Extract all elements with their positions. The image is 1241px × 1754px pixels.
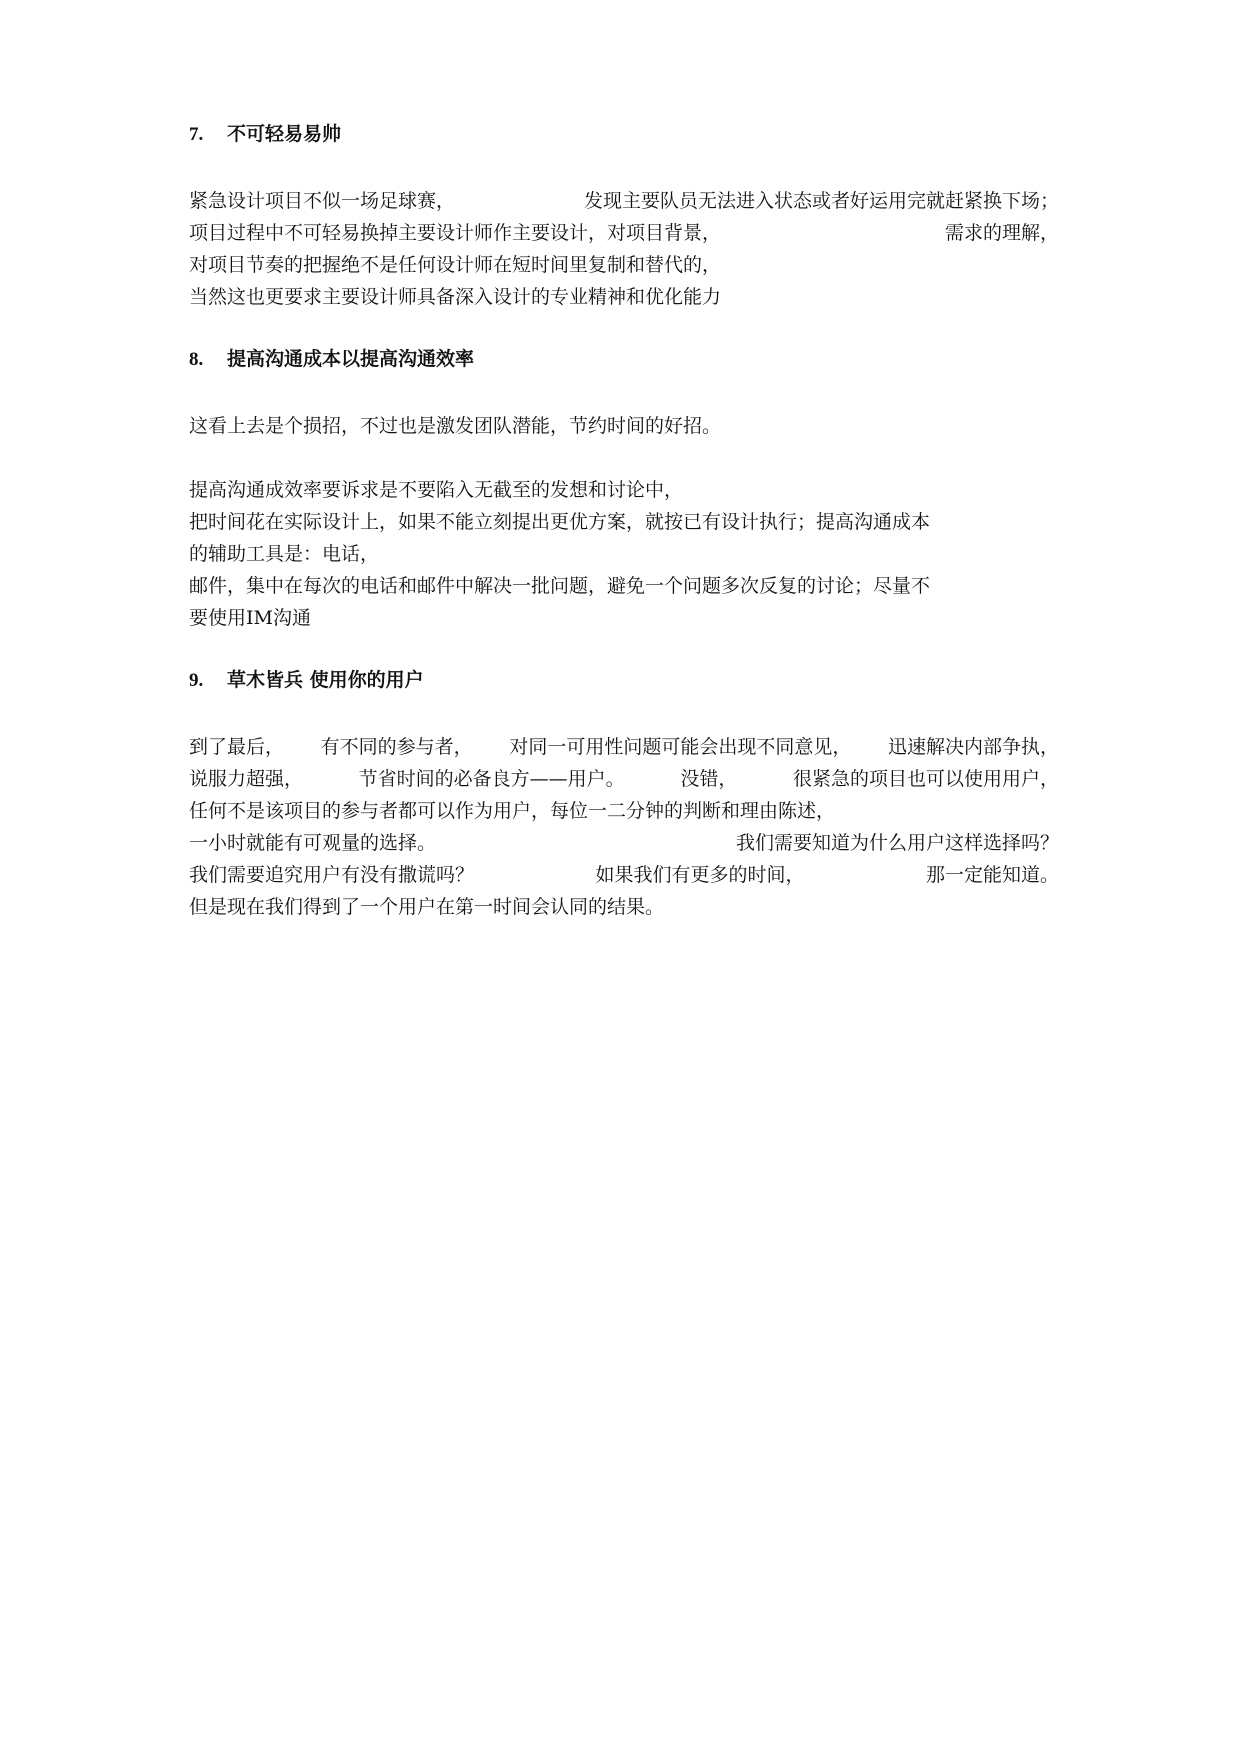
text-line [189,249,1059,281]
text-segment: 对同一可用性问题可能会出现不同意见， [509,736,852,758]
text-segment: 节省时间的必备良方——用户。 [358,768,625,790]
text-line [189,795,1059,827]
text-segment: 有不同的参与者， [320,736,473,758]
paragraph [189,185,1059,313]
section-number: 8. [189,349,204,370]
text-segment: 任何不是该项目的参与者都可以作为用户，每位一二分钟的判断和理由陈述， [189,800,836,822]
section-title: 草木皆兵 使用你的用户 [227,669,424,691]
text-line [189,410,1059,442]
text-segment: 如果我们有更多的时间， [595,864,805,886]
section-heading [189,118,1059,150]
section-title: 提高沟通成本以提高沟通效率 [227,348,475,370]
text-segment: 当然这也更要求主要设计师具备深入设计的专业精神和优化能力 [189,286,722,308]
text-line [189,859,1059,891]
text-segment: 但是现在我们得到了一个用户在第一时间会认同的结果。 [189,896,665,918]
text-segment: 到了最后， [189,736,285,758]
text-segment: 发现主要队员无法进入状态或者好运用完就赶紧换下场； [583,190,1059,212]
section-9 [189,664,1059,923]
document-page [189,118,1059,923]
text-line [189,763,1059,795]
paragraph [189,474,1059,634]
text-segment: 迅速解决内部争执， [887,736,1059,758]
section-7 [189,118,1059,313]
section-number: 7. [189,124,204,145]
section-heading [189,343,1059,375]
text-segment: 要使用IM沟通 [189,607,311,629]
text-line [189,185,1059,217]
paragraph [189,410,1059,442]
text-segment: 对项目节奏的把握绝不是任何设计师在短时间里复制和替代的， [189,254,722,276]
text-line [189,281,1059,313]
text-line [189,602,1059,634]
section-number: 9. [189,670,204,691]
text-line [189,891,1059,923]
text-segment: 项目过程中不可轻易换掉主要设计师作主要设计，对项目背景， [189,222,722,244]
text-segment: 说服力超强， [189,768,304,790]
text-line [189,570,1059,602]
text-line [189,827,1059,859]
text-line [189,506,1059,538]
text-line [189,217,1059,249]
text-segment: 提高沟通成效率要诉求是不要陷入无截至的发想和讨论中， [189,479,684,501]
text-segment: 一小时就能有可观量的选择。 [189,832,437,854]
text-segment: 把时间花在实际设计上，如果不能立刻提出更优方案，就按已有设计执行；提高沟通成本 [189,511,931,533]
text-segment: 邮件，集中在每次的电话和邮件中解决一批问题，避免一个问题多次反复的讨论；尽量不 [189,575,931,597]
text-segment: 很紧急的项目也可以使用用户， [792,768,1059,790]
text-segment: 那一定能知道。 [925,864,1059,886]
section-title: 不可轻易易帅 [227,123,342,145]
section-8 [189,343,1059,634]
text-segment: 我们需要追究用户有没有撒谎吗？ [189,864,475,886]
text-segment: 紧急设计项目不似一场足球赛， [189,190,456,212]
text-line [189,474,1059,506]
section-heading [189,664,1059,696]
text-segment: 需求的理解， [944,222,1059,244]
text-segment: 没错， [680,768,738,790]
text-segment: 这看上去是个损招，不过也是激发团队潜能，节约时间的好招。 [189,415,722,437]
paragraph [189,731,1059,923]
text-line [189,538,1059,570]
text-segment: 我们需要知道为什么用户这样选择吗？ [735,832,1059,854]
text-line [189,731,1059,763]
text-segment: 的辅助工具是：电话， [189,543,380,565]
